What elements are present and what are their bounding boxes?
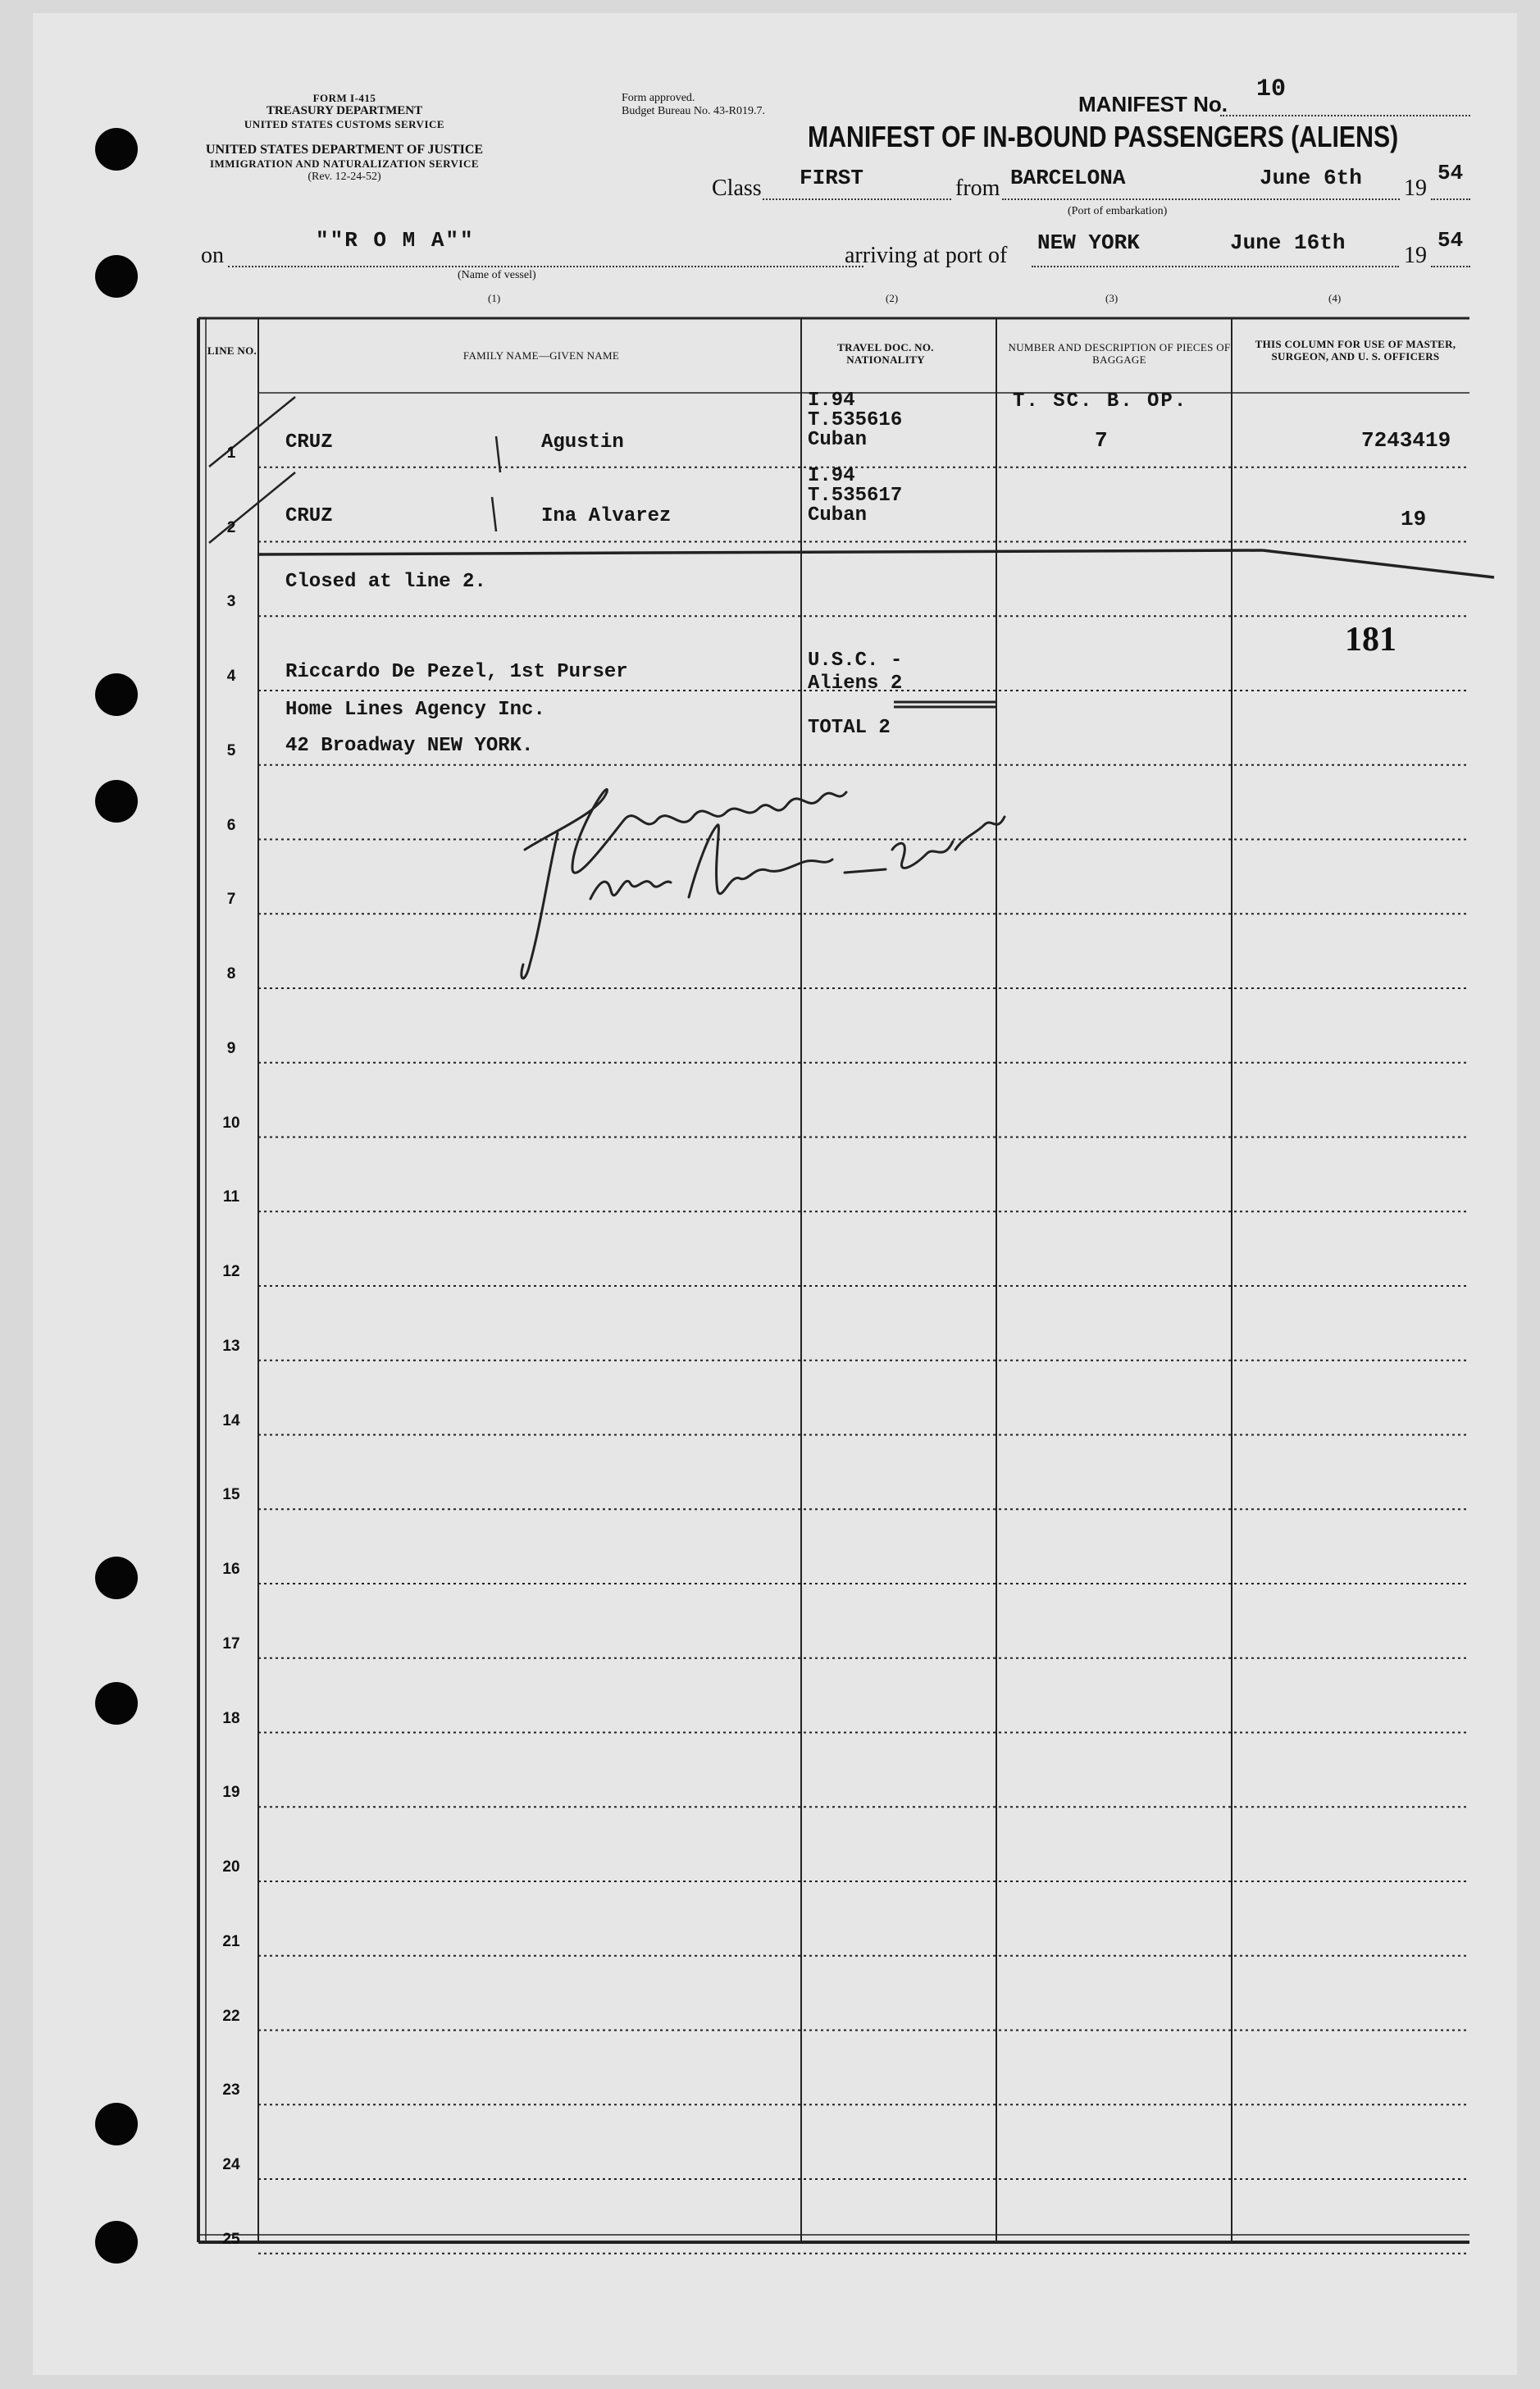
column-number: (2) [886,292,899,304]
port-caption: (Port of embarkation) [1068,205,1168,217]
line-number: 21 [222,1932,240,1950]
total-all: TOTAL 2 [808,717,891,739]
manifest-title: MANIFEST OF IN-BOUND PASSENGERS (ALIENS) [808,120,1399,153]
line-number: 7 [226,891,236,909]
column-number: (1) [488,292,501,304]
line-number: 19 [222,1784,240,1802]
vessel-name: ""R O M A"" [316,228,475,253]
ins-label: IMMIGRATION AND NATURALIZATION SERVICE [209,157,480,170]
line-number: 1 [226,444,236,462]
purser-line-1: Riccardo De Pezel, 1st Purser [285,661,628,683]
vessel-caption: (Name of vessel) [458,269,536,281]
on-label: on [201,243,224,268]
line-number: 15 [222,1486,240,1504]
col-header-officers: THIS COLUMN FOR USE OF MASTER, SURGEON, AND U. S. OFFICERS [1255,338,1456,362]
baggage-codes: T. SC. B. OP. [1013,390,1188,413]
passenger-1-officer-note: 7243419 [1361,428,1451,453]
line-number: 4 [226,668,236,685]
passenger-2-officer-note: 19 [1401,507,1427,531]
total-aliens: Aliens 2 [808,672,903,695]
passenger-2-given-name: Ina Alvarez [541,505,672,527]
passenger-1-given-name: Agustin [541,431,624,454]
line-number: 3 [226,593,236,611]
column-number: (4) [1328,292,1342,304]
class-value: FIRST [800,166,864,190]
line-number: 13 [222,1337,240,1355]
passenger-1-doc-no: T.535616 [808,409,903,431]
line-number: 23 [222,2081,240,2099]
line-number: 6 [226,816,236,834]
manifest-no-value: 10 [1256,75,1287,103]
total-usc: U.S.C. - [808,650,903,672]
line-number: 24 [222,2156,240,2173]
name-tick-2 [492,497,496,531]
class-label: Class [712,176,762,201]
budget-bureau: Budget Bureau No. 43-R019.7. [622,105,765,117]
line-number: 17 [222,1634,240,1653]
line-number: 12 [222,1263,240,1280]
col-header-travel-doc: TRAVEL DOC. NO. NATIONALITY [837,341,934,366]
page-count: 181 [1345,621,1396,659]
arriving-label: arriving at port of [845,243,1008,268]
passenger-1-baggage: 7 [1095,428,1108,453]
manifest-page [33,13,1517,2375]
line-number: 18 [222,1709,240,1727]
arrival-port: NEW YORK [1037,230,1140,255]
closing-line [258,550,1263,554]
embarkation-port: BARCELONA [1010,166,1126,190]
passenger-1-doc-form: I.94 [808,390,855,412]
closed-note: Closed at line 2. [285,571,486,593]
line-number: 14 [222,1411,240,1429]
passenger-2-nationality: Cuban [808,504,868,527]
line-number: 11 [222,1188,240,1206]
year-2: 54 [1437,228,1464,253]
year-prefix-2: 19 [1404,243,1427,268]
line-number: 25 [222,2230,240,2248]
name-tick-1 [496,436,500,472]
from-label: from [955,176,1000,201]
line-number: 10 [222,1114,240,1132]
passenger-2-family-name: CRUZ [285,505,333,527]
line-number: 2 [226,518,236,536]
purser-line-3: 42 Broadway NEW YORK. [285,735,534,757]
departure-date: June 6th [1260,166,1362,190]
form-number: FORM I-415 [312,92,376,104]
manifest-no-label: MANIFEST No. [1078,92,1228,116]
treasury-label: TREASURY DEPARTMENT [266,104,423,117]
passenger-1-nationality: Cuban [808,429,868,451]
passenger-2-doc-no: T.535617 [808,485,903,507]
passenger-2-doc-form: I.94 [808,465,855,487]
line-number: 8 [226,965,236,982]
col-header-baggage: NUMBER AND DESCRIPTION OF PIECES OF BAGGAGE [1008,341,1231,366]
year-1: 54 [1437,161,1464,185]
form-approved: Form approved. [622,92,695,104]
line-number: 9 [226,1039,236,1057]
year-prefix-1: 19 [1404,176,1427,201]
closing-line-tail [1263,550,1494,577]
revision-label: (Rev. 12-24-52) [308,171,381,183]
line-number: 5 [226,741,236,759]
col-header-line-no: LINE NO. [207,344,257,357]
customs-label: UNITED STATES CUSTOMS SERVICE [244,118,445,130]
column-number: (3) [1105,292,1119,304]
passenger-1-family-name: CRUZ [285,431,333,454]
line-number: 20 [222,1858,240,1876]
col-header-name: FAMILY NAME—GIVEN NAME [462,349,620,362]
justice-label: UNITED STATES DEPARTMENT OF JUSTICE [205,143,484,157]
purser-line-2: Home Lines Agency Inc. [285,699,545,721]
line-number: 16 [222,1561,240,1578]
arrival-date: June 16th [1230,230,1346,255]
line-number: 22 [222,2007,240,2025]
